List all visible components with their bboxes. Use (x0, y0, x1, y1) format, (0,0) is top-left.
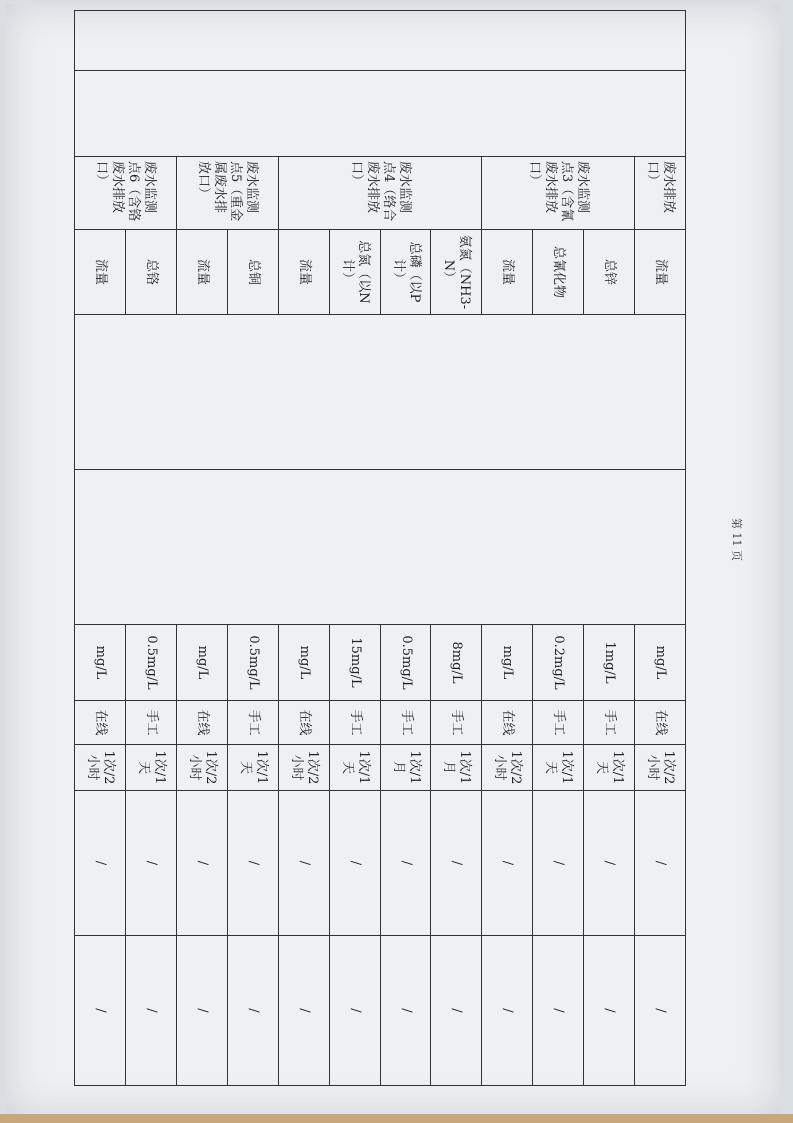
limit-cell: 0.5mg/L (126, 625, 177, 701)
indicator-cell: 总氮（以N计） (329, 230, 380, 315)
value-cell: / (380, 936, 431, 1086)
indicator-cell: 总铜 (227, 230, 278, 315)
value-cell: / (75, 791, 126, 936)
method-cell: 手工 (584, 701, 635, 745)
value-cell: / (431, 791, 482, 936)
method-cell: 手工 (126, 701, 177, 745)
monitoring-table (74, 10, 686, 1086)
location-cell: 废水监测点4（络合废水排放口） (278, 157, 482, 230)
value-cell: / (278, 791, 329, 936)
method-cell: 在线 (635, 701, 686, 745)
indicator-cell: 氨氮（NH3-N） (431, 230, 482, 315)
frequency-cell: 1次/2小时 (176, 745, 227, 791)
blank-cell (75, 71, 686, 157)
value-cell: / (533, 791, 584, 936)
method-cell: 手工 (533, 701, 584, 745)
value-cell: / (75, 936, 126, 1086)
value-cell: / (533, 936, 584, 1086)
indicator-cell: 总氰化物 (533, 230, 584, 315)
indicator-cell: 流量 (482, 230, 533, 315)
value-cell: / (329, 791, 380, 936)
blank-cell (75, 470, 686, 625)
frequency-cell: 1次/2小时 (482, 745, 533, 791)
method-cell: 在线 (278, 701, 329, 745)
monitoring-table-rotated (74, 10, 686, 1085)
value-cell: / (176, 791, 227, 936)
limit-cell: mg/L (635, 625, 686, 701)
limit-cell: mg/L (176, 625, 227, 701)
value-cell: / (635, 936, 686, 1086)
blank-cell (75, 315, 686, 470)
method-cell: 在线 (75, 701, 126, 745)
location-cell: 废水监测点3（含氰废水排放口） (482, 157, 635, 230)
value-cell: / (126, 936, 177, 1086)
location-cell: 废水监测点6（含铬废水排放口） (75, 157, 177, 230)
paper-edge (0, 1114, 793, 1123)
limit-cell: mg/L (278, 625, 329, 701)
value-cell: / (431, 936, 482, 1086)
indicator-cell: 流量 (278, 230, 329, 315)
value-cell: / (635, 791, 686, 936)
value-cell: / (329, 936, 380, 1086)
frequency-cell: 1次/2小时 (75, 745, 126, 791)
value-cell: / (176, 936, 227, 1086)
value-cell: / (126, 791, 177, 936)
location-cell: 废水监测点5（重金属废水排放口） (176, 157, 278, 230)
frequency-cell: 1次/1天 (227, 745, 278, 791)
method-cell: 手工 (431, 701, 482, 745)
indicator-cell: 流量 (176, 230, 227, 315)
location-cell: 废水排放口） (635, 157, 686, 230)
page-number: 第 11 页 (730, 518, 743, 561)
limit-cell: 0.2mg/L (533, 625, 584, 701)
indicator-cell: 流量 (75, 230, 126, 315)
limit-cell: 0.5mg/L (380, 625, 431, 701)
indicator-cell: 流量 (635, 230, 686, 315)
indicator-cell: 总锌 (584, 230, 635, 315)
value-cell: / (278, 936, 329, 1086)
limit-cell: 0.5mg/L (227, 625, 278, 701)
limit-cell: mg/L (482, 625, 533, 701)
limit-cell: mg/L (75, 625, 126, 701)
frequency-cell: 1次/2小时 (278, 745, 329, 791)
limit-cell: 1mg/L (584, 625, 635, 701)
method-cell: 在线 (482, 701, 533, 745)
value-cell: / (380, 791, 431, 936)
value-cell: / (227, 936, 278, 1086)
method-cell: 在线 (176, 701, 227, 745)
limit-cell: 15mg/L (329, 625, 380, 701)
method-cell: 手工 (227, 701, 278, 745)
indicator-cell: 总铬 (126, 230, 177, 315)
value-cell: / (227, 791, 278, 936)
method-cell: 手工 (380, 701, 431, 745)
frequency-cell: 1次/1天 (584, 745, 635, 791)
table-row (635, 11, 686, 1086)
frequency-cell: 1次/1天 (126, 745, 177, 791)
indicator-cell: 总磷（以P计） (380, 230, 431, 315)
frequency-cell: 1次/1月 (431, 745, 482, 791)
method-cell: 手工 (329, 701, 380, 745)
frequency-cell: 1次/1天 (329, 745, 380, 791)
frequency-cell: 1次/1天 (533, 745, 584, 791)
value-cell: / (482, 936, 533, 1086)
value-cell: / (482, 791, 533, 936)
value-cell: / (584, 791, 635, 936)
frequency-cell: 1次/2小时 (635, 745, 686, 791)
limit-cell: 8mg/L (431, 625, 482, 701)
value-cell: / (584, 936, 635, 1086)
blank-cell (75, 11, 686, 71)
frequency-cell: 1次/1月 (380, 745, 431, 791)
